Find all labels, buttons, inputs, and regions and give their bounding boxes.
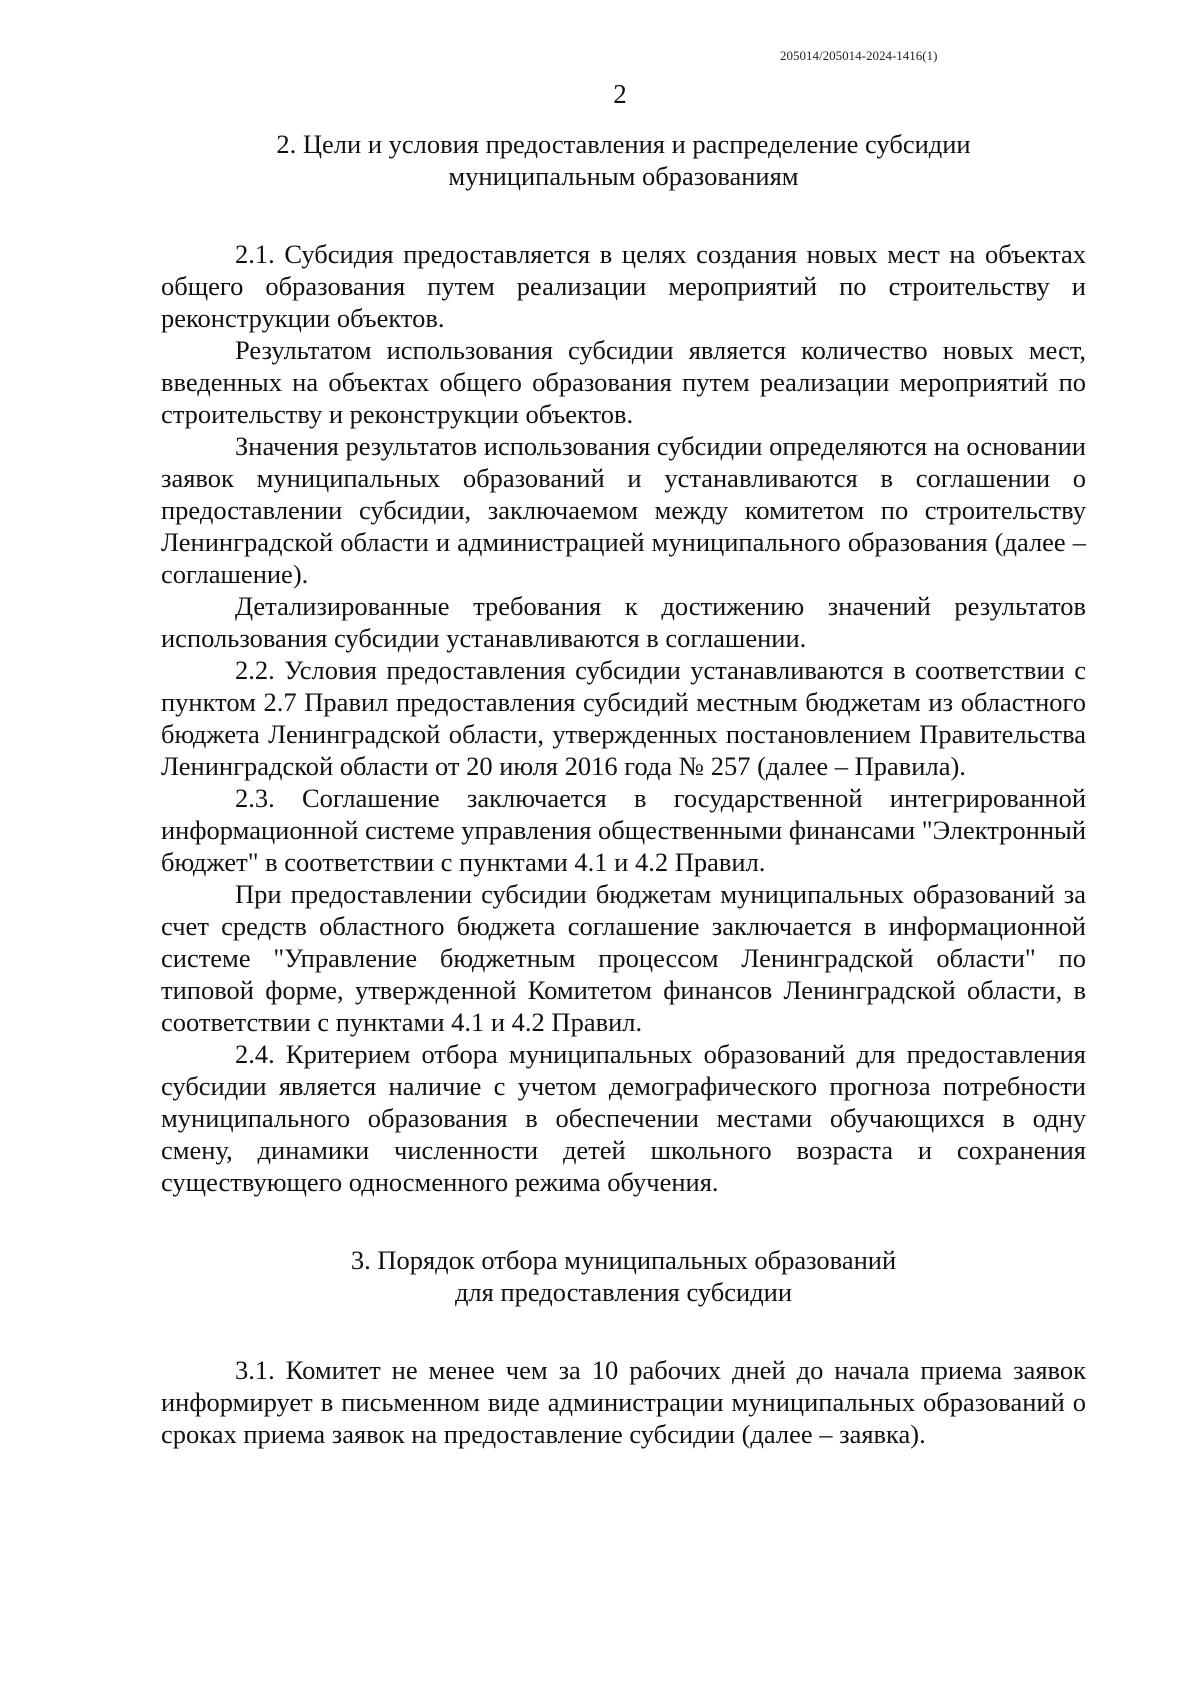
- paragraph-2-2: 2.2. Условия предоставления субсидии устанавливаются в соответствии с пунктом 2.7 Правил предоставления субсидий местным бюджетам из областного бюджета Ленинградской области, утвержденных постановлением Правительства Ленинградской области от 20 июля 2016 года № 257 (далее – Правила).: [161, 655, 1086, 781]
- section-3-heading: [161, 1244, 1086, 1308]
- paragraph-2-1: 2.1. Субсидия предоставляется в целях создания новых мест на объектах общего образования путем реализации мероприятий по строительству и реконструкции объектов.: [161, 239, 1086, 333]
- document-id: 205014/205014-2024-1416(1): [780, 48, 938, 63]
- section-3-heading-line-1: 3. Порядок отбора муниципальных образований: [350, 1245, 897, 1275]
- section-2-heading-line-2: муниципальным образованиям: [448, 161, 799, 191]
- section-2-heading: [161, 128, 1086, 192]
- document-body: [161, 128, 1086, 1450]
- page-number: 2: [613, 79, 627, 109]
- paragraph-2-3: 2.3. Соглашение заключается в государственной интегрированной информационной системе управления общественными финансами "Электронный бюджет" в соответствии с пунктами 4.1 и 4.2 Правил.: [161, 783, 1086, 877]
- paragraph-detailed-requirements: Детализированные требования к достижению значений результатов использования субсидии устанавливаются в соглашении.: [161, 591, 1086, 653]
- paragraph-result: Результатом использования субсидии является количество новых мест, введенных на объектах общего образования путем реализации мероприятий по строительству и реконструкции объектов.: [161, 335, 1086, 429]
- paragraph-agreement-system: При предоставлении субсидии бюджетам муниципальных образований за счет средств областного бюджета соглашение заключается в информационной системе "Управление бюджетным процессом Ленинградской области" по типовой форме, утвержденной Комитетом финансов Ленинградской области, в соответствии с пунктами 4.1 и 4.2 Правил.: [161, 879, 1086, 1037]
- section-2-heading-line-1: 2. Цели и условия предоставления и распределение субсидии: [276, 129, 971, 159]
- paragraph-3-1: 3.1. Комитет не менее чем за 10 рабочих дней до начала приема заявок информирует в письменном виде администрации муниципальных образований о сроках приема заявок на предоставление субсидии (далее – заявка).: [161, 1355, 1086, 1449]
- paragraph-2-4: 2.4. Критерием отбора муниципальных образований для предоставления субсидии является наличие с учетом демографического прогноза потребности муниципального образования в обеспечении местами обучающихся в одну смену, динамики численности детей школьного возраста и сохранения существующего односменного режима обучения.: [161, 1039, 1086, 1197]
- section-3-heading-line-2: для предоставления субсидии: [454, 1277, 793, 1307]
- paragraph-result-values: Значения результатов использования субсидии определяются на основании заявок муниципальных образований и устанавливаются в соглашении о предоставлении субсидии, заключаемом между комитетом по строительству Ленинградской области и администрацией муниципального образования (далее – соглашение).: [161, 431, 1086, 589]
